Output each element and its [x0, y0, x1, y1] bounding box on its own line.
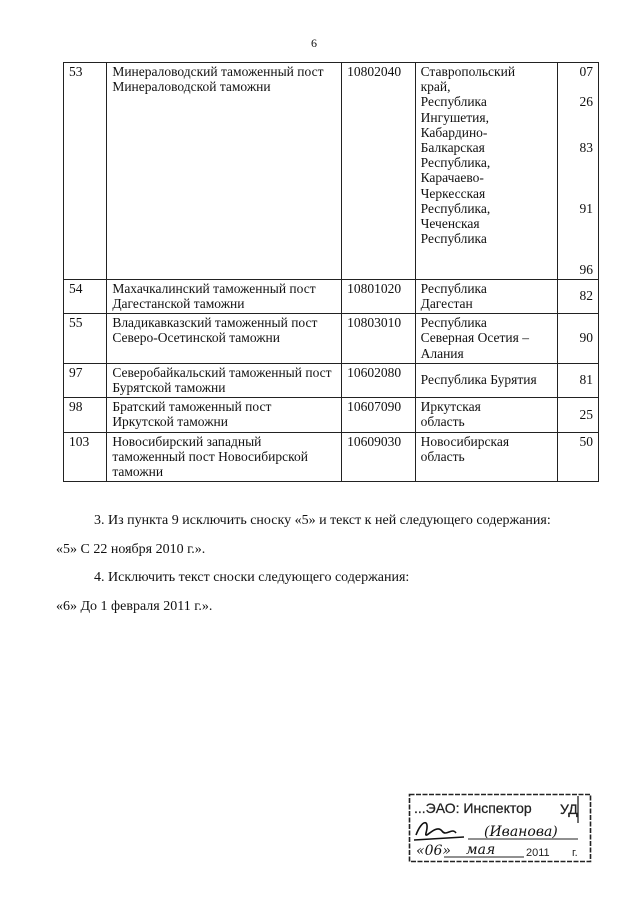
post-name: Махачкалинский таможенный пост Дагестанской таможни [107, 279, 342, 313]
row-number: 55 [64, 314, 107, 364]
region-code: 96 [579, 261, 593, 277]
table-row [64, 398, 599, 432]
region-line: Дагестан [420, 295, 473, 311]
footnote-quote-6: «6» До 1 февраля 2011 г.». [56, 599, 213, 614]
region-line: Новосибирская [420, 433, 510, 449]
region-line: Иркутская [420, 399, 481, 415]
table-row [64, 432, 599, 482]
inspector-stamp [408, 793, 592, 863]
region-line: Республика [420, 280, 487, 296]
region-line: Северная Осетия – [420, 330, 529, 346]
region-line: Республика, [420, 200, 491, 216]
region-line: Республика Бурятия [420, 372, 537, 388]
region-code: 82 [557, 279, 598, 313]
region-code: 81 [557, 363, 598, 397]
region-code: 90 [557, 314, 598, 364]
region-code: 83 [579, 139, 593, 155]
region-line: Республика [420, 315, 487, 331]
stamp-title: ...ЭАО: Инспектор [414, 800, 532, 816]
row-number: 98 [64, 398, 107, 432]
region-code: 50 [557, 432, 598, 482]
region-line: Ставропольский [420, 64, 516, 79]
region-line: Алания [420, 345, 464, 361]
post-code: 10607090 [342, 398, 416, 432]
region-line: Кабардино- [420, 124, 488, 140]
region-line: Республика [420, 94, 487, 110]
row-number: 103 [64, 432, 107, 482]
region-codes-cell [557, 63, 598, 280]
region-line: Республика [420, 231, 487, 247]
customs-posts-table [63, 62, 599, 482]
paragraph-item-4: 4. Исключить текст сноски следующего содержания: [94, 570, 410, 585]
table-row [64, 279, 599, 313]
region-code: 07 [579, 64, 593, 79]
regions-cell [415, 363, 557, 397]
region-code: 25 [557, 398, 598, 432]
post-name: Минераловодский таможенный пост Минераловодской таможни [107, 63, 342, 280]
region-line: область [420, 448, 465, 464]
region-line: Чеченская [420, 216, 480, 232]
row-number: 97 [64, 363, 107, 397]
region-line: область [420, 414, 465, 430]
stamp-year-suffix: г. [572, 847, 578, 859]
region-code: 91 [579, 200, 593, 216]
region-line: Ингушетия, [420, 109, 489, 125]
post-code: 10801020 [342, 279, 416, 313]
post-code: 10802040 [342, 63, 416, 280]
row-number: 54 [64, 279, 107, 313]
stamp-tag: УД [560, 801, 578, 817]
stamp-day: 06 [424, 843, 443, 859]
footnote-quote-5: «5» С 22 ноября 2010 г.». [56, 542, 206, 557]
post-code: 10609030 [342, 432, 416, 482]
signature-scribble [414, 823, 464, 840]
post-code: 10803010 [342, 314, 416, 364]
table-row [64, 63, 599, 280]
region-line: край, [420, 79, 451, 95]
post-name: Северобайкальский таможенный пост Бурятской таможни [107, 363, 342, 397]
post-name: Новосибирский западный таможенный пост Новосибирской таможни [107, 432, 342, 482]
row-number: 53 [64, 63, 107, 280]
post-name: Владикавказский таможенный пост Северо-Осетинской таможни [107, 314, 342, 364]
region-line: Карачаево- [420, 170, 484, 186]
svg-text:«06»: «06» [416, 843, 451, 859]
post-code: 10602080 [342, 363, 416, 397]
post-name: Братский таможенный пост Иркутской таможни [107, 398, 342, 432]
regions-cell [415, 279, 557, 313]
table-row [64, 314, 599, 364]
handwritten-name: (Иванова) [484, 824, 558, 840]
stamp-month: мая [466, 842, 496, 858]
regions-cell [415, 398, 557, 432]
stamp-year: 2011 [526, 847, 550, 859]
regions-cell [415, 432, 557, 482]
region-line: Балкарская [420, 140, 485, 156]
regions-cell [415, 63, 557, 280]
regions-cell [415, 314, 557, 364]
region-line: Республика, [420, 155, 491, 171]
page-number: 6 [311, 36, 317, 50]
region-code: 26 [579, 94, 593, 110]
paragraph-item-3: 3. Из пункта 9 исключить сноску «5» и текст к ней следующего содержания: [94, 513, 551, 528]
region-line: Черкесская [420, 185, 486, 201]
table-row [64, 363, 599, 397]
